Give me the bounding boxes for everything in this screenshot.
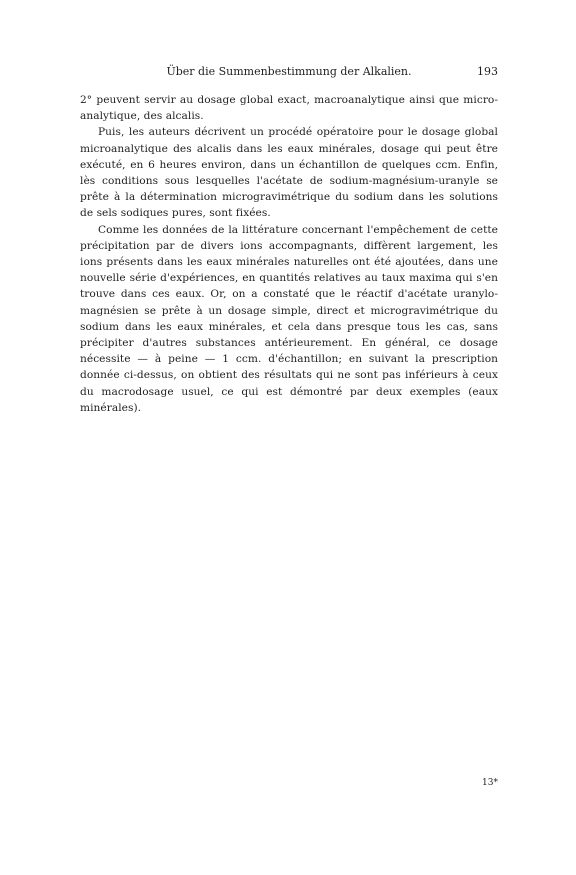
paragraph-continuation: 2° peuvent servir au dosage global exact, macroanalytique ainsi que micro-analytique, des alcalis.: [80, 94, 498, 123]
body-text: [80, 92, 498, 416]
running-head: [80, 64, 498, 80]
running-title: Über die Summenbestimmung der Alkalien.: [166, 65, 412, 78]
page-number: 193: [477, 65, 498, 78]
signature-mark: 13*: [482, 778, 498, 788]
paragraph-results: Comme les données de la littérature concernant l'empêchement de cette précipitation par de divers ions accompagnants, diffèrent largement, les ions présents dans les eaux minérales naturelles ont été ajoutées, dans une nouvelle série d'expériences, en quantités relatives au taux maxima qui s'en trouve dans ces eaux. Or, on a constaté que le réactif d'acétate uranylo-magnésien se prête à un dosage simple, direct et microgravimétrique du sodium dans les eaux minérales, et cela dans presque tous les cas, sans précipiter d'autres substances antérieurement. En général, ce dosage nécessite — à peine — 1 ccm. d'échantillon; en suivant la prescription donnée ci-dessus, on obtient des résultats qui ne sont pas inférieurs à ceux du macrodosage usuel, ce qui est démontré par deux exemples (eaux minérales).: [80, 223, 498, 414]
paragraph-procedure: Puis, les auteurs décrivent un procédé opératoire pour le dosage global microanalytique des alcalis dans les eaux minérales, dosage qui peut être exécuté, en 6 heures environ, dans un échantillon de quelques ccm. Enfin, lès conditions sous lesquelles l'acétate de sodium-magnésium-uranyle se prête à la détermination microgravimétrique du sodium dans les solutions de sels sodiques pures, sont fixées.: [80, 126, 498, 220]
